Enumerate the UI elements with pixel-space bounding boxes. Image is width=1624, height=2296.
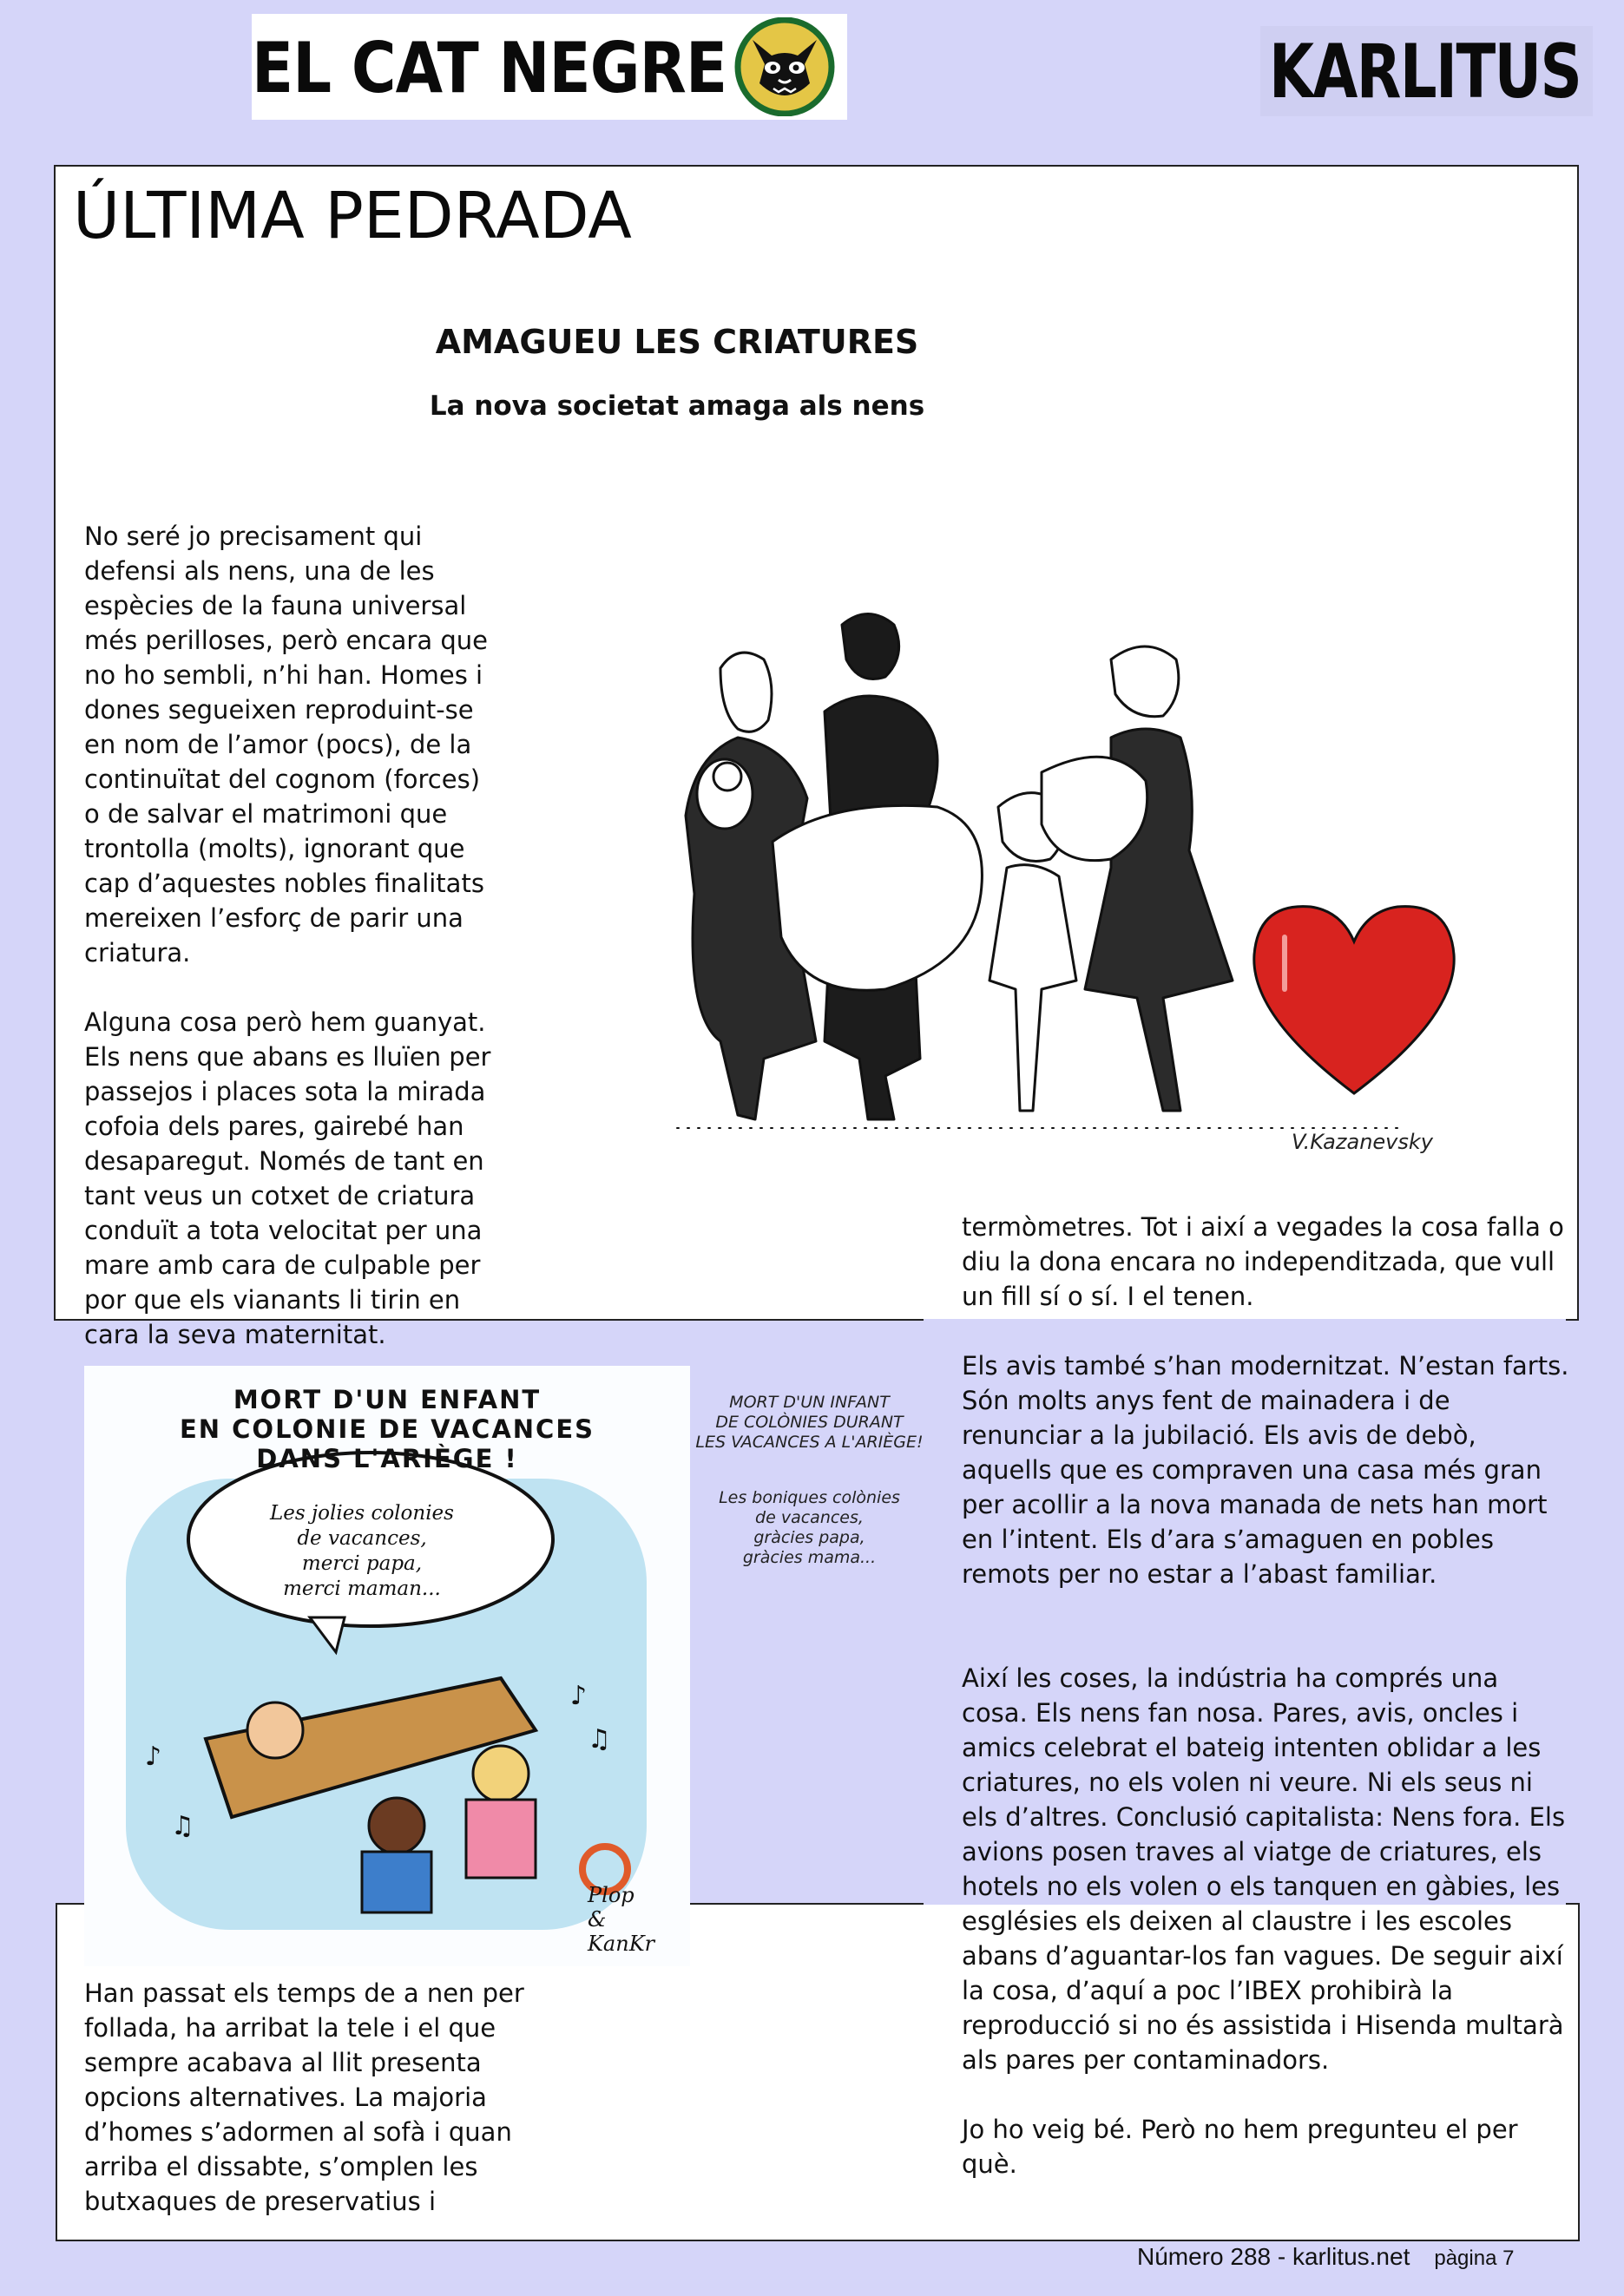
article-subheadline: La nova societat amaga als nens	[429, 390, 925, 422]
left-column-top	[84, 519, 501, 1352]
speech-bubble-line: Les jolies colonies	[270, 1502, 454, 1525]
svg-text:♫: ♫	[171, 1811, 194, 1841]
issue-label: Número 288 - karlitus.net	[1137, 2243, 1410, 2270]
paragraph: Han passat els temps de a nen per follada, ha arribat la tele i el que sempre acabava al llit presenta opcions alternatives. La majoria d’homes s’adormen al sofà i quan arriba el dissabte, s’omplen les butxaques de preservatius i	[84, 1978, 524, 2216]
comic-caption-translation	[686, 1488, 933, 1568]
speech-bubble-line: merci maman...	[283, 1578, 441, 1600]
right-column	[962, 1210, 1569, 2181]
caption-line: Les boniques colònies	[719, 1488, 900, 1507]
caption-line: LES VACANCES A L'ARIÈGE!	[695, 1433, 924, 1452]
comic-caption-headline	[686, 1393, 933, 1453]
comic-signature	[588, 1883, 674, 1956]
page-footer	[1137, 2243, 1588, 2271]
paragraph: No seré jo precisament qui defensi als nens, una de les espècies de la fauna universal més perilloses, però encara que no ho sembli, n’hi han. Homes i dones segueixen reproduint-se en nom de l’amor (pocs), de la continuïtat del cognom (forces) o de salvar el matrimoni que trontolla (molts), ignorant que cap d’aquestes nobles finalitats mereixen l’esforç de parir una criatura.	[84, 522, 488, 968]
el-cat-negre-logo	[252, 14, 847, 120]
comic-title-line: MORT D'UN ENFANT	[233, 1385, 542, 1414]
speech-bubble-text	[258, 1501, 466, 1602]
caption-line: MORT D'UN INFANT	[729, 1393, 890, 1412]
paragraph: Alguna cosa però hem guanyat. Els nens que abans es lluïen per passejos i places sota la mirada cofoia dels pares, gairebé han desaparegut. Només de tant en tant veus un cotxet de criatura conduït a tota velocitat per una mare amb cara de culpable per por que els vianants li tirin en cara la seva maternitat.	[84, 1007, 491, 1349]
comic-title-line: DANS L'ARIÈGE !	[256, 1444, 518, 1473]
cartoon-illustration	[625, 607, 1476, 1163]
comic-title-line: EN COLONIE DE VACANCES	[179, 1414, 595, 1444]
svg-text:♪: ♪	[145, 1742, 162, 1772]
paragraph: Així les coses, la indústria ha comprés una cosa. Els nens fan nosa. Pares, avis, oncles i amics celebrat el bateig intenten oblidar a les criatures, no els volen ni veure. Ni els seus ni els d’altres. Conclusió capitalista: Nens fora. Els avions posen traves al viatge de criatures, els hotels no els volen o els tanquen en gàbies, les esglésies els deixen al claustre i les escoles abans d’aguantar-los fan vagues. De seguir així la cosa, d’aquí a poc l’IBEX prohibirà la reproducció si no és assistida i Hisenda multarà als pares per contaminadors.	[962, 1663, 1566, 2075]
caption-line: gràcies papa,	[753, 1528, 865, 1547]
page-number: pàgina 7	[1434, 2247, 1515, 2270]
speech-bubble-line: merci papa,	[301, 1552, 423, 1575]
article-headline: AMAGUEU LES CRIATURES	[435, 323, 919, 361]
comic-signature-line: Plop	[588, 1883, 634, 1907]
karlitus-logo-text: KARLITUS	[1269, 29, 1581, 115]
el-cat-negre-logo-text: EL CAT NEGRE	[252, 28, 727, 108]
paragraph: Jo ho veig bé. Però no hem pregunteu el per què.	[962, 2115, 1518, 2179]
caption-line: de vacances,	[755, 1508, 864, 1527]
svg-text:♪: ♪	[570, 1681, 588, 1711]
illustration-signature: V.Kazanevsky	[1292, 1130, 1433, 1154]
caption-line: DE COLÒNIES DURANT	[715, 1413, 904, 1432]
left-column-bottom	[84, 1976, 553, 2219]
paragraph: Els avis també s’han modernitzat. N’estan farts. Són molts anys fent de mainadera i de renunciar a la jubilació. Els avis de debò, aquells que es compraven una casa més gran per acollir a la nova manada de nets han mort en l’intent. Els d’ara s’amaguen en pobles remots per no estar a l’abast familiar.	[962, 1351, 1569, 1589]
caption-line: gràcies mama...	[742, 1548, 877, 1567]
karlitus-logo	[1260, 26, 1593, 116]
comic-signature-line: & KanKr	[588, 1907, 655, 1956]
paragraph: termòmetres. Tot i així a vegades la cosa falla o diu la dona encara no independitzada, que vull un fill sí o sí. I el tenen.	[962, 1212, 1564, 1311]
section-title: ÚLTIMA PEDRADA	[73, 179, 632, 253]
speech-bubble-line: de vacances,	[297, 1527, 427, 1550]
black-cat-icon	[733, 17, 836, 116]
comic-strip	[84, 1366, 690, 1966]
svg-text:♫: ♫	[588, 1724, 611, 1755]
